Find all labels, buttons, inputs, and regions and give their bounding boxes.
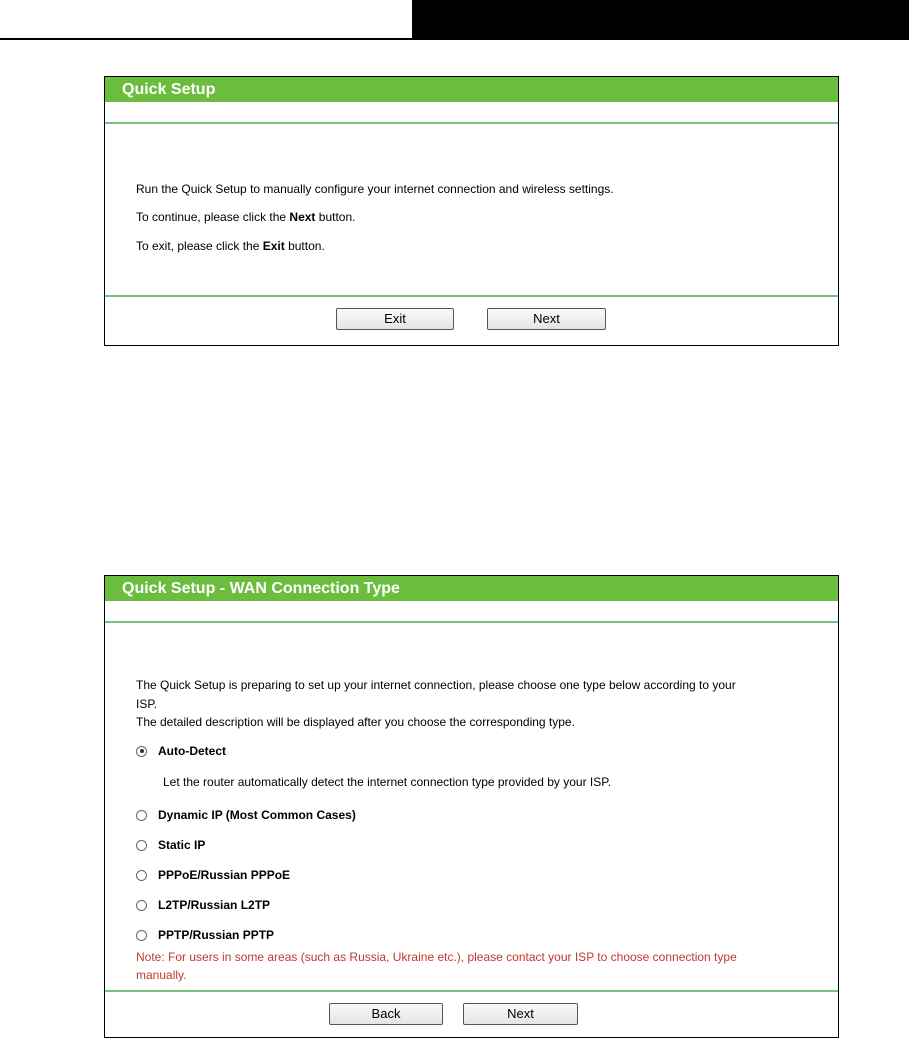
option-label: Auto-Detect — [158, 744, 226, 758]
exit-text: To exit, please click the Exit button. — [136, 239, 325, 253]
radio-button-icon[interactable] — [136, 900, 147, 911]
panel-footer — [105, 990, 838, 1041]
note-text-line2: manually. — [136, 968, 187, 982]
option-label: Static IP — [158, 838, 206, 852]
auto-detect-description: Let the router automatically detect the internet connection type provided by your ISP. — [163, 775, 612, 789]
continue-text: To continue, please click the Next button. — [136, 210, 356, 224]
top-rule — [0, 38, 412, 40]
option-label: Dynamic IP (Most Common Cases) — [158, 808, 356, 822]
intro-text-line3: The detailed description will be displayed after you choose the corresponding type. — [136, 715, 575, 729]
intro-text-line2: ISP. — [136, 697, 158, 711]
option-label: L2TP/Russian L2TP — [158, 898, 271, 912]
panel-sub-header — [105, 102, 838, 124]
note-text-line1: Note: For users in some areas (such as Russia, Ukraine etc.), please contact your ISP to choose connection type — [136, 950, 737, 964]
option-static-ip[interactable] — [136, 837, 205, 853]
panel-body — [105, 623, 838, 990]
radio-button-checked-icon[interactable] — [136, 746, 147, 757]
panel-footer — [105, 295, 838, 347]
option-label: PPPoE/Russian PPPoE — [158, 868, 291, 882]
option-auto-detect[interactable] — [136, 743, 226, 759]
radio-button-icon[interactable] — [136, 810, 147, 821]
panel-title: Quick Setup — [105, 77, 838, 102]
option-l2tp[interactable] — [136, 897, 270, 913]
option-label: PPTP/Russian PPTP — [158, 928, 275, 942]
exit-button[interactable]: Exit — [336, 308, 454, 330]
intro-text-line1: The Quick Setup is preparing to set up your internet connection, please choose one type below according to your — [136, 678, 736, 692]
top-bar — [412, 0, 909, 40]
radio-button-icon[interactable] — [136, 870, 147, 881]
radio-button-icon[interactable] — [136, 840, 147, 851]
next-button[interactable]: Next — [487, 308, 606, 330]
option-dynamic-ip[interactable] — [136, 807, 356, 823]
panel-body — [105, 124, 838, 295]
option-pppoe[interactable] — [136, 867, 290, 883]
intro-text: Run the Quick Setup to manually configure your internet connection and wireless settings. — [136, 182, 614, 196]
option-pptp[interactable] — [136, 927, 274, 943]
back-button[interactable]: Back — [329, 1003, 443, 1025]
radio-button-icon[interactable] — [136, 930, 147, 941]
panel-title: Quick Setup - WAN Connection Type — [105, 576, 838, 601]
next-button[interactable]: Next — [463, 1003, 578, 1025]
panel-sub-header — [105, 601, 838, 623]
wan-connection-type-panel — [104, 575, 839, 1038]
quick-setup-panel — [104, 76, 839, 346]
